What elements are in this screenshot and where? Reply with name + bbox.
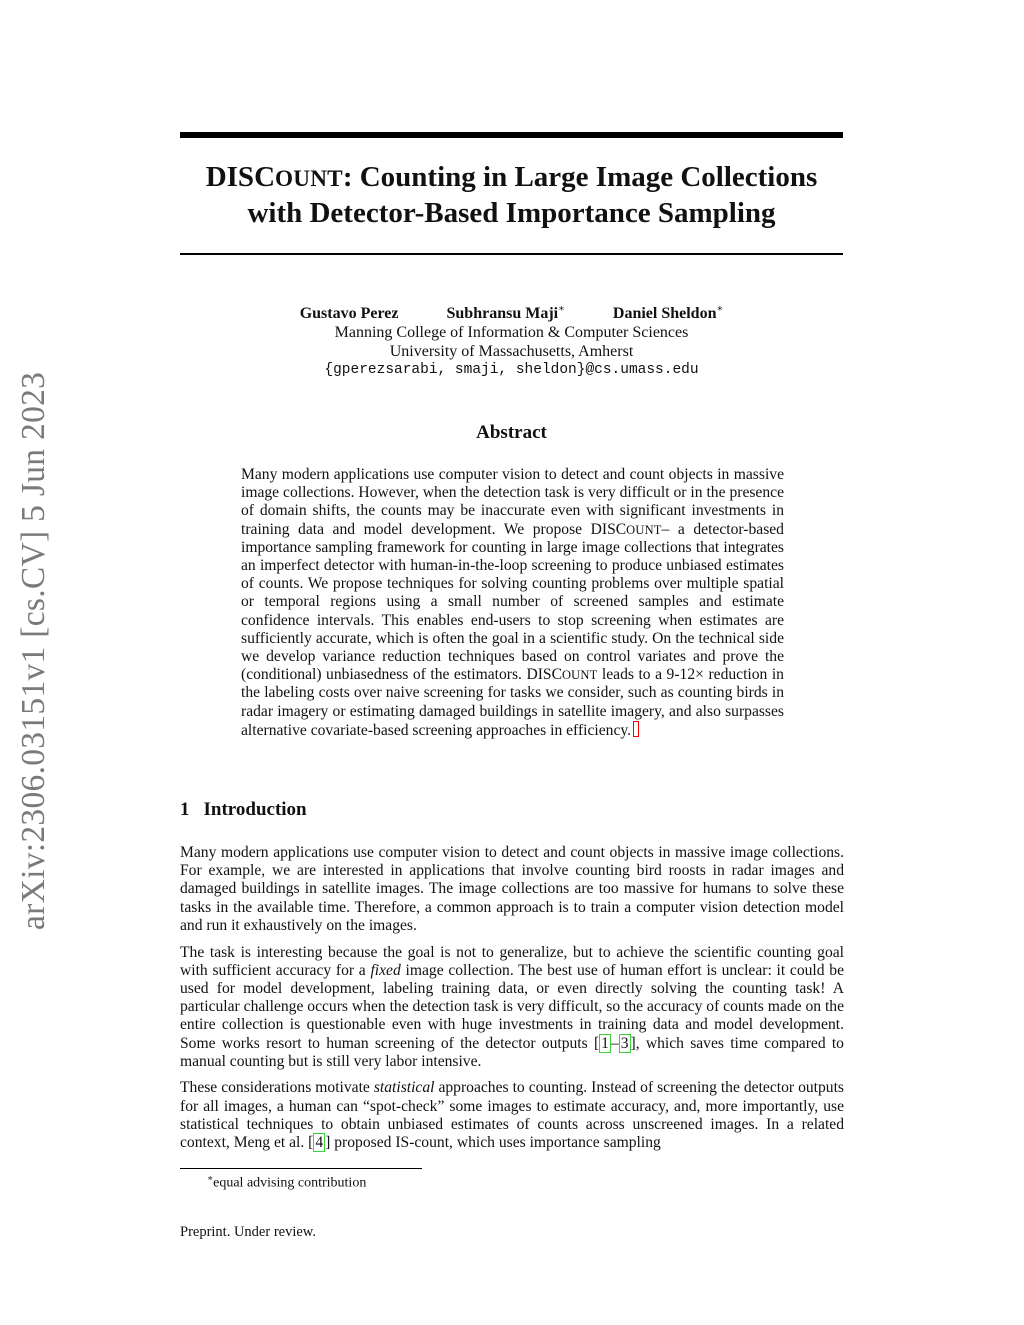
introduction-body [180, 844, 844, 1161]
author-name: Subhransu Maji∗ [446, 304, 565, 323]
section-heading-introduction: 1 Introduction [180, 799, 307, 820]
paper-title [180, 160, 843, 230]
affiliation-university: University of Massachusetts, Amherst [389, 343, 634, 361]
abstract-heading: Abstract [476, 422, 547, 443]
system-name: DISCOUNT [526, 666, 598, 684]
footnote: ∗equal advising contribution [207, 1173, 367, 1191]
intro-paragraph-2: The task is interesting because the goal is not to generalize, but to achieve the scientific counting goal with sufficient accuracy for a fixed image collection. The best use of human effort is unclear: it could be used for model development, labeling training data, or even directly solving the counting task! A particular challenge occurs when the detection task is very difficult, so the accuracy of counts made on the entire collection is questionable even with huge investments in training data and model development. Some works resort to human screening of the detector outputs [ 1 – 3 ], which saves time compared to manual counting but is still very labor intensive. [180, 943, 844, 1070]
author-block [180, 300, 843, 380]
intro-paragraph-1: Many modern applications use computer vision to detect and count objects in massive image collections. For example, we are interested in applications that involve counting bird roosts in radar images and damaged buildings in satellite images. The image collections are too massive for humans to solve these tasks in the available time. Therefore, a common approach is to train a computer vision detection model and run it exhaustively on the images. [180, 844, 844, 934]
citation-link[interactable]: 1 [601, 1034, 609, 1052]
affiliation-college: Manning College of Information & Computer Sciences [334, 324, 689, 342]
author-name: Gustavo Perez [299, 305, 399, 323]
arxiv-identifier: arXiv:2306.03151v1 [cs.CV] 5 Jun 2023 [15, 371, 52, 930]
system-name: DISCOUNT [590, 520, 662, 538]
author-name: Daniel Sheldon∗ [612, 304, 724, 323]
title-bottom-rule [180, 253, 843, 255]
link-annotation-box[interactable] [633, 721, 639, 737]
author-names [180, 300, 843, 323]
citation-link[interactable]: 4 [315, 1134, 324, 1152]
title-line2: with Detector-Based Importance Sampling [247, 197, 776, 229]
title-line1-rest: : Counting in Large Image Collections [342, 161, 818, 193]
author-emails: {gperezsarabi, smaji, sheldon}@cs.umass.edu [324, 362, 699, 379]
abstract-text: Many modern applications use computer vision to detect and count objects in massive image collections. However, when the detection task is very difficult or in the presence of domain shifts, the counts may be inaccurate even with significant investments in training data and model development. We propose DISCOUNT– a detector-based importance sampling framework for counting in large image collections that integrates an imperfect detector with human-in-the-loop screening to produce unbiased estimates of counts. We propose techniques for solving counting problems over multiple spatial or temporal regions using a small number of screened samples and estimate confidence intervals. This enables end-users to stop screening when estimates are sufficiently accurate, which is often the goal in a scientific study. On the technical side we develop variance reduction techniques based on control variates and prove the (conditional) unbiasedness of the estimators. DISCOUNT leads to a 9-12× reduction in the labeling costs over naive screening for tasks we consider, such as counting birds in radar imagery or estimating damaged buildings in satellite imagery, and also surpasses alternative covariate-based screening approaches in efficiency. [241, 466, 784, 739]
intro-paragraph-3: These considerations motivate statistical approaches to counting. Instead of screening the detector outputs for all images, a human can “spot-check” some images to estimate accuracy, and, more importantly, use statistical techniques to obtain unbiased estimates of counts across unscreened images. In a related context, Meng et al. [ 4 ] proposed IS-count, which uses importance sampling [180, 1079, 844, 1152]
title-system-name: DISCOUNT [205, 161, 343, 193]
title-top-rule [180, 132, 843, 138]
footnote-rule [180, 1168, 422, 1169]
citation-link[interactable]: 3 [620, 1034, 629, 1052]
preprint-notice: Preprint. Under review. [180, 1224, 316, 1240]
